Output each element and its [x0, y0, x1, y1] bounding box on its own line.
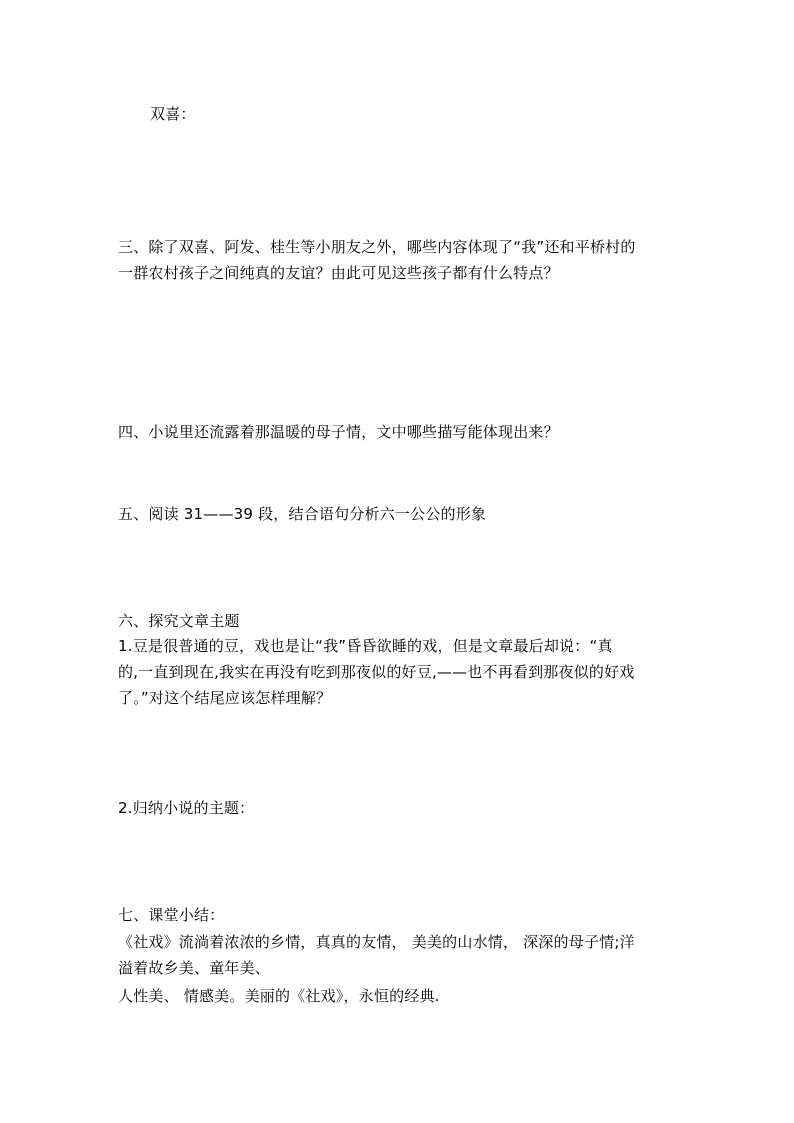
section-7-line-1: 《社戏》流淌着浓浓的乡情，真真的友情， 美美的山水情， 深深的母子情;洋 — [118, 933, 635, 951]
question-6-1-line-3: 了。”对这个结尾应该怎样理解？ — [118, 689, 332, 707]
question-5: 五、阅读 31——39 段，结合语句分析六一公公的形象 — [118, 505, 487, 523]
question-6-2: 2.归纳小说的主题： — [118, 799, 255, 817]
section-7-title: 七、课堂小结： — [118, 906, 225, 924]
question-6-1-line-2: 的,一直到现在,我实在再没有吃到那夜似的好豆,——也不再看到那夜似的好戏 — [118, 663, 635, 681]
question-6-title: 六、探究文章主题 — [118, 612, 240, 630]
shuangxi-answer-label: 双喜： — [150, 105, 196, 123]
question-4: 四、小说里还流露着那温暖的母子情，文中哪些描写能体现出来？ — [118, 423, 559, 441]
section-7-line-2: 溢着故乡美、童年美、 — [118, 959, 271, 977]
question-6-1-line-1: 1.豆是很普通的豆，戏也是让“我”昏昏欲睡的戏，但是文章最后却说：“真 — [118, 637, 613, 655]
question-3-line-1: 三、除了双喜、阿发、桂生等小朋友之外，哪些内容体现了“我”还和平桥村的 — [118, 238, 636, 256]
question-3-line-2: 一群农村孩子之间纯真的友谊？由此可见这些孩子都有什么特点？ — [118, 264, 559, 282]
section-7-line-3: 人性美、 情感美。美丽的《社戏》，永恒的经典. — [118, 987, 440, 1005]
